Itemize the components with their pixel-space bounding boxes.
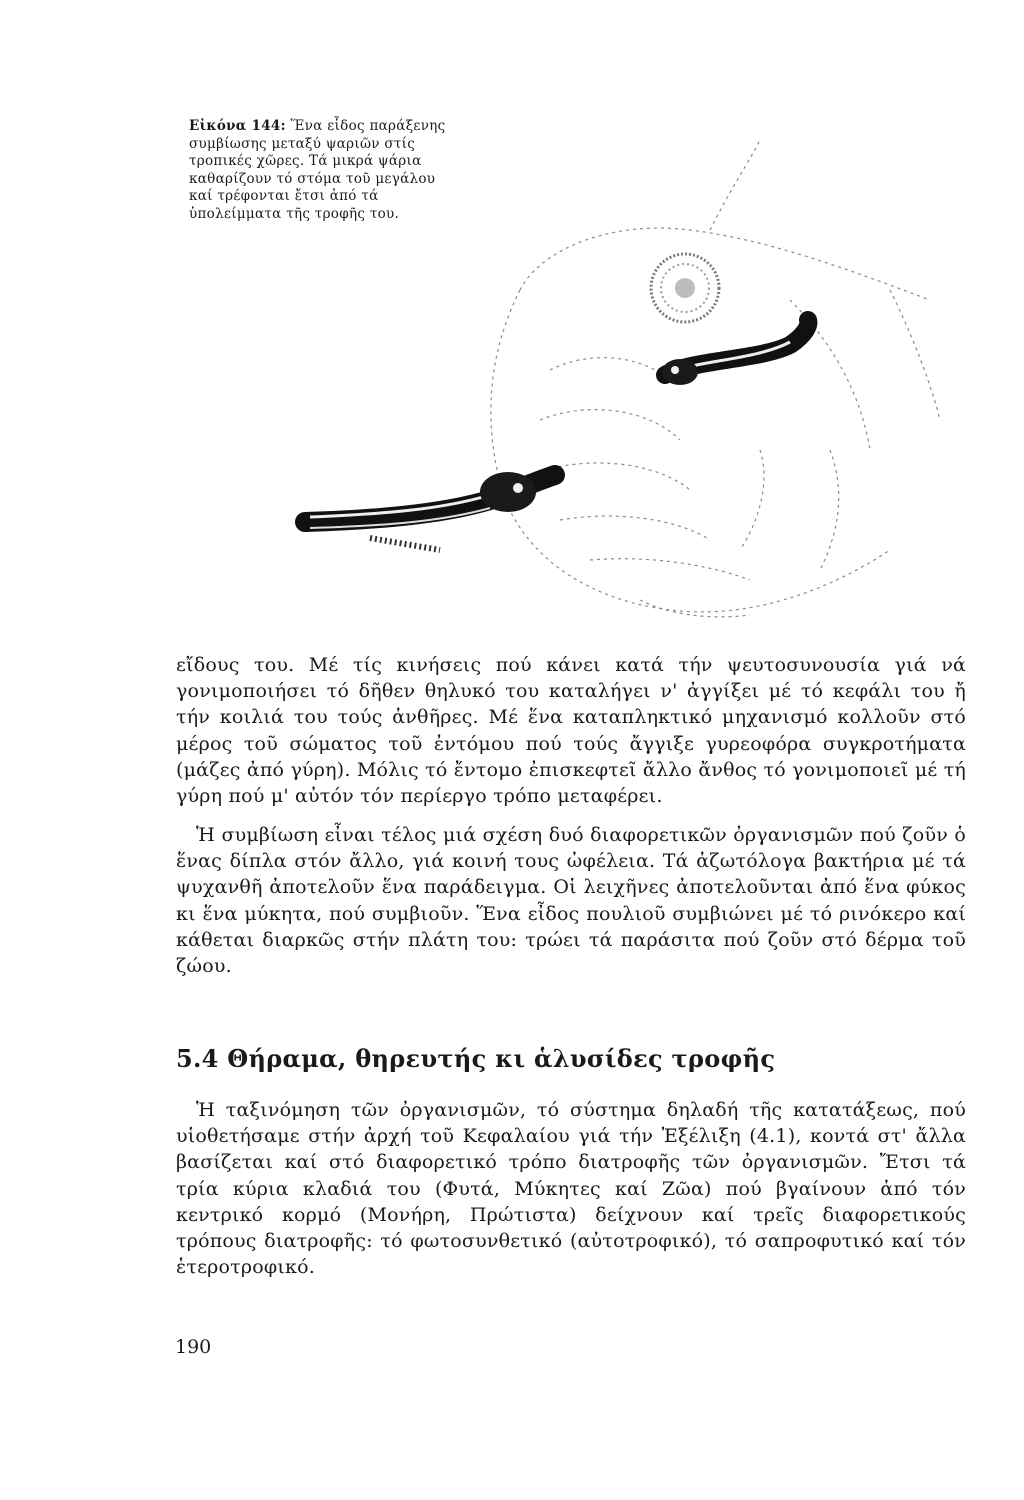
- fish-cleaning-illustration: [290, 120, 950, 640]
- paragraph-classification: [176, 1097, 966, 1280]
- page-number: 190: [175, 1336, 212, 1358]
- large-fish-outline: [491, 140, 940, 617]
- paragraph-text: εἴδους του. Μέ τίς κινήσεις πού κάνει κατά τήν ψευτοσυνουσία γιά νά γονιμοποιήσει τό δῆθεν θηλυκό του καταλήγει ν' ἀγγίξει μέ τό κεφάλι του ἤ τήν κοιλιά του τούς ἀνθῆρες. Μέ ἕνα καταπληκτικό μηχανισμό κολλοῦν στό μέρος τοῦ σώματος τοῦ ἐντόμου πού τούς ἄγγιξε γυρεοφόρα συγκροτήματα (μάζες ἀπό γύρη). Μόλις τό ἔντομο ἐπισκεφτεῖ ἄλλο ἄνθος τό γονιμοποιεῖ μέ τή γύρη πού μ' αὐτόν τόν περίεργο τρόπο μεταφέρει.: [176, 654, 966, 808]
- paragraph-symbiosis: [176, 822, 966, 979]
- paragraph-text: Ἡ συμβίωση εἶναι τέλος μιά σχέση δυό διαφορετικῶν ὀργανισμῶν πού ζοῦν ὁ ἕνας δίπλα στόν ἄλλο, γιά κοινή τους ὠφέλεια. Τά ἀζωτόλογα βακτήρια μέ τά ψυχανθῆ ἀποτελοῦν ἕνα παράδειγμα. Οἱ λειχῆνες ἀποτελοῦνται ἀπό ἕνα φύκος κι ἕνα μύκητα, πού συμβιοῦν. Ἕνα εἶδος πουλιοῦ συμβιώνει μέ τό ρινόκερο καί κάθεται διαρκῶς στήν πλάτη του: τρώει τά παράσιτα πού ζοῦν στό δέρμα τοῦ ζώου.: [176, 824, 966, 978]
- section-heading: 5.4 Θήραμα, θηρευτής κι ἁλυσίδες τροφῆς: [176, 1044, 776, 1073]
- figure-caption-text: Ἕνα εἶδος παράξενης συμβίωσης μεταξύ ψαριῶν στίς τροπικές χῶρες. Τά μικρά ψάρια καθαρίζουν τό στόμα τοῦ μεγάλου καί τρέφονται ἔτσι ἀπό τά ὑπολείμματα τῆς τροφῆς του.: [189, 118, 446, 222]
- large-fish-eye: [651, 254, 719, 322]
- small-fish-upper: [662, 320, 808, 385]
- figure-label: Εἰκόνα 144:: [189, 118, 286, 134]
- small-fish-lower: [305, 472, 555, 550]
- paragraph-continuation: [176, 652, 966, 809]
- paragraph-text: Ἡ ταξινόμηση τῶν ὀργανισμῶν, τό σύστημα δηλαδή τῆς κατατάξεως, πού υἱοθετήσαμε στήν ἀρχή τοῦ Κεφαλαίου γιά τήν Ἐξέλιξη (4.1), κοντά στ' ἄλλα βασίζεται καί στό διαφορετικό τρόπο διατροφῆς τῶν ὀργανισμῶν. Ἔτσι τά τρία κύρια κλαδιά του (Φυτά, Μύκητες καί Ζῶα) πού βγαίνουν ἀπό τόν κεντρικό κορμό (Μονήρη, Πρώτιστα) δείχνουν καί τρεῖς διαφορετικούς τρόπους διατροφῆς: τό φωτοσυνθετικό (αὐτοτροφικό), τό σαπροφυτικό καί τόν ἑτεροτροφικό.: [176, 1099, 966, 1279]
